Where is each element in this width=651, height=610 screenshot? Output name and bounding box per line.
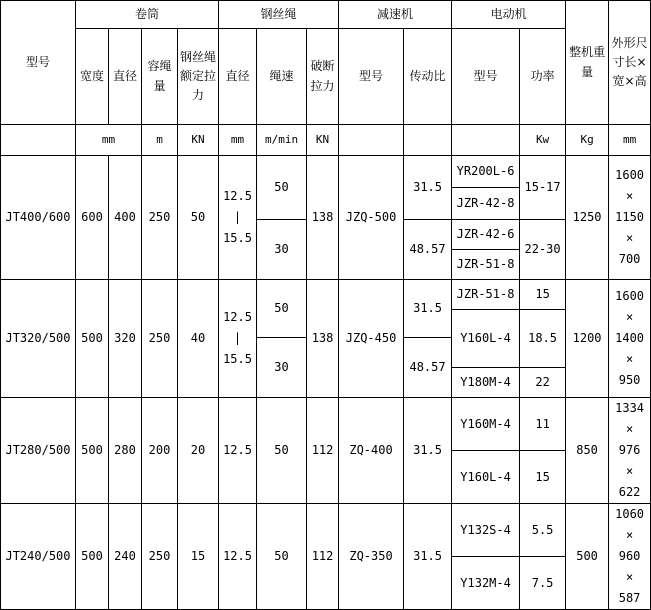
cell-break-pull: 138 [307, 280, 339, 398]
header-rope: 钢丝绳 [219, 1, 339, 29]
unit-rope-break: KN [307, 125, 339, 156]
unit-motor-power: Kw [520, 125, 566, 156]
cell-motor-power: 11 [520, 398, 566, 451]
cell-weight: 1200 [566, 280, 609, 398]
cell-break-pull: 112 [307, 398, 339, 504]
header-motor-power: 功率 [520, 29, 566, 125]
header-reducer-ratio: 传动比 [404, 29, 452, 125]
cell-capacity: 250 [142, 156, 178, 280]
unit-motor-model [452, 125, 520, 156]
cell-model: JT400/600 [1, 156, 76, 280]
header-weight: 整机重量 [566, 1, 609, 125]
unit-rope-speed: m/min [257, 125, 307, 156]
unit-drum-rated-pull: KN [178, 125, 219, 156]
cell-motor-power: 15-17 [520, 156, 566, 220]
cell-ratio: 31.5 [404, 398, 452, 504]
cell-rated-pull: 40 [178, 280, 219, 398]
cell-drum-width: 500 [76, 504, 109, 610]
cell-motor-model: Y160L-4 [452, 310, 520, 368]
cell-ratio: 31.5 [404, 504, 452, 610]
cell-rope-diameter: 12.5 | 15.5 [219, 156, 257, 280]
unit-drum-capacity: m [142, 125, 178, 156]
cell-drum-width: 500 [76, 280, 109, 398]
cell-rope-diameter: 12.5 [219, 504, 257, 610]
cell-rope-speed: 50 [257, 280, 307, 338]
cell-ratio: 31.5 [404, 156, 452, 220]
header-reducer: 减速机 [339, 1, 452, 29]
cell-motor-model: Y180M-4 [452, 368, 520, 398]
header-rope-break: 破断拉力 [307, 29, 339, 125]
header-drum-width: 宽度 [76, 29, 109, 125]
cell-motor-model: JZR-42-6 [452, 220, 520, 250]
cell-capacity: 250 [142, 280, 178, 398]
header-model: 型号 [1, 1, 76, 125]
cell-rope-speed: 30 [257, 338, 307, 398]
cell-reducer-model: ZQ-400 [339, 398, 404, 504]
cell-capacity: 200 [142, 398, 178, 504]
cell-rated-pull: 15 [178, 504, 219, 610]
cell-model: JT320/500 [1, 280, 76, 398]
cell-motor-power: 18.5 [520, 310, 566, 368]
unit-weight: Kg [566, 125, 609, 156]
cell-model: JT280/500 [1, 398, 76, 504]
cell-drum-diameter: 280 [109, 398, 142, 504]
cell-rope-diameter: 12.5 | 15.5 [219, 280, 257, 398]
cell-dimensions: 1060 × 960 × 587 [609, 504, 651, 610]
unit-drum-width-diameter: mm [76, 125, 142, 156]
unit-reducer-model [339, 125, 404, 156]
cell-reducer-model: JZQ-450 [339, 280, 404, 398]
header-drum: 卷筒 [76, 1, 219, 29]
cell-motor-model: JZR-42-8 [452, 188, 520, 220]
cell-rope-speed: 50 [257, 156, 307, 220]
cell-rated-pull: 50 [178, 156, 219, 280]
cell-dimensions: 1600 × 1400 × 950 [609, 280, 651, 398]
cell-ratio: 48.57 [404, 338, 452, 398]
cell-reducer-model: JZQ-500 [339, 156, 404, 280]
cell-motor-model: JZR-51-8 [452, 250, 520, 280]
cell-rope-diameter: 12.5 [219, 398, 257, 504]
cell-motor-power: 22 [520, 368, 566, 398]
cell-drum-width: 500 [76, 398, 109, 504]
header-drum-rated-pull: 钢丝绳额定拉力 [178, 29, 219, 125]
cell-ratio: 31.5 [404, 280, 452, 338]
cell-break-pull: 112 [307, 504, 339, 610]
cell-drum-width: 600 [76, 156, 109, 280]
cell-motor-model: Y132S-4 [452, 504, 520, 557]
cell-motor-power: 5.5 [520, 504, 566, 557]
header-dimensions: 外形尺寸长×宽×高 [609, 1, 651, 125]
unit-dimensions: mm [609, 125, 651, 156]
cell-motor-power: 15 [520, 451, 566, 504]
cell-rope-speed: 50 [257, 398, 307, 504]
unit-rope-diameter: mm [219, 125, 257, 156]
cell-motor-power: 22-30 [520, 220, 566, 280]
cell-ratio: 48.57 [404, 220, 452, 280]
cell-weight: 500 [566, 504, 609, 610]
header-rope-speed: 绳速 [257, 29, 307, 125]
cell-model: JT240/500 [1, 504, 76, 610]
cell-motor-model: Y160M-4 [452, 398, 520, 451]
header-motor-model: 型号 [452, 29, 520, 125]
header-reducer-model: 型号 [339, 29, 404, 125]
cell-motor-model: YR200L-6 [452, 156, 520, 188]
cell-capacity: 250 [142, 504, 178, 610]
cell-motor-power: 7.5 [520, 557, 566, 610]
header-motor: 电动机 [452, 1, 566, 29]
header-rope-diameter: 直径 [219, 29, 257, 125]
cell-motor-model: Y132M-4 [452, 557, 520, 610]
cell-reducer-model: ZQ-350 [339, 504, 404, 610]
cell-drum-diameter: 240 [109, 504, 142, 610]
cell-rope-speed: 50 [257, 504, 307, 610]
cell-motor-model: JZR-51-8 [452, 280, 520, 310]
cell-drum-diameter: 400 [109, 156, 142, 280]
header-drum-diameter: 直径 [109, 29, 142, 125]
cell-weight: 850 [566, 398, 609, 504]
cell-motor-power: 15 [520, 280, 566, 310]
cell-rope-speed: 30 [257, 220, 307, 280]
cell-drum-diameter: 320 [109, 280, 142, 398]
cell-rated-pull: 20 [178, 398, 219, 504]
cell-weight: 1250 [566, 156, 609, 280]
unit-reducer-ratio [404, 125, 452, 156]
cell-motor-model: Y160L-4 [452, 451, 520, 504]
cell-dimensions: 1334 × 976 × 622 [609, 398, 651, 504]
unit-model [1, 125, 76, 156]
header-drum-capacity: 容绳量 [142, 29, 178, 125]
cell-dimensions: 1600 × 1150 × 700 [609, 156, 651, 280]
cell-break-pull: 138 [307, 156, 339, 280]
